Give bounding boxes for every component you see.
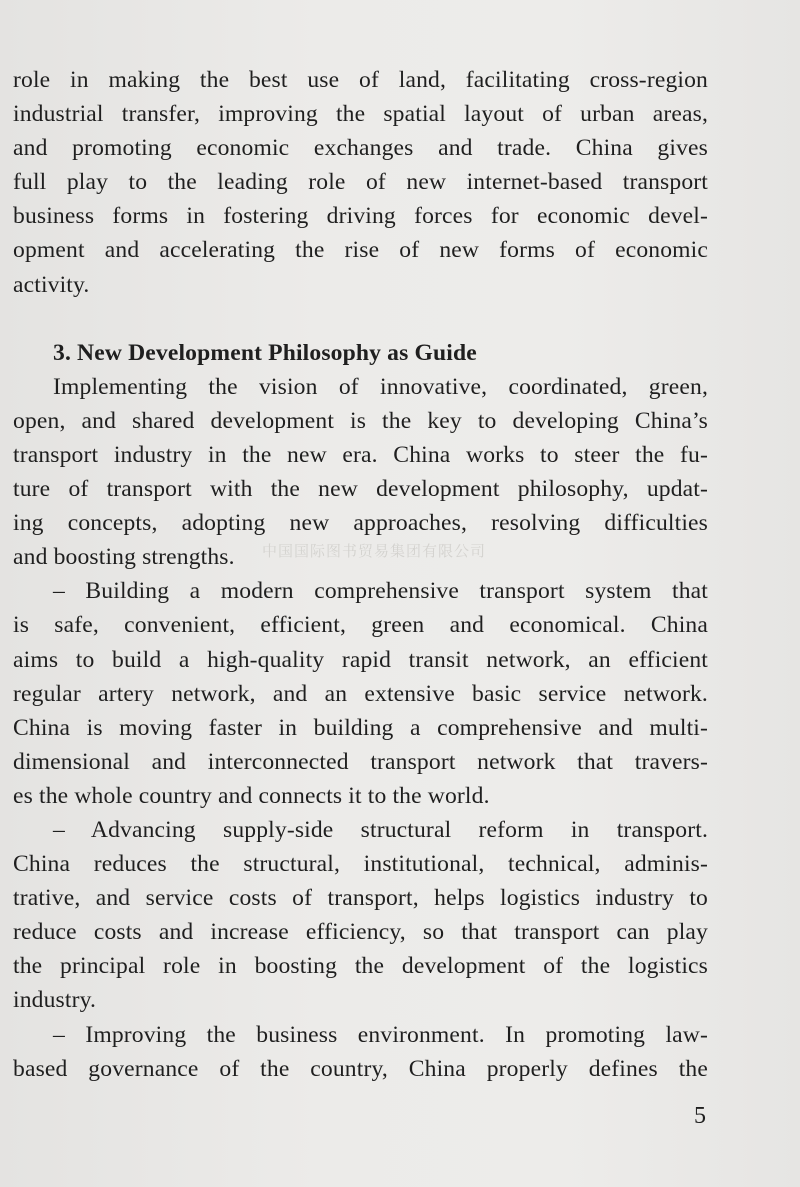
paragraph-transport-system xyxy=(13,574,708,813)
text-line: opment and accelerating the rise of new forms of economic xyxy=(13,237,708,264)
text-line: role in making the best use of land, facilitating cross-region xyxy=(13,67,708,93)
section-heading: 3. New Development Philosophy as Guide xyxy=(53,339,477,366)
text-line: regular artery network, and an extensive basic service network. xyxy=(13,680,708,707)
text-line: China reduces the structural, institutional, technical, adminis- xyxy=(13,851,708,878)
text-line: ture of transport with the new development philosophy, updat- xyxy=(13,476,708,503)
text-line: business forms in fostering driving forces for economic devel- xyxy=(13,203,708,230)
text-line: – Building a modern comprehensive transport system that xyxy=(53,578,708,605)
paragraph-continuation xyxy=(13,63,708,302)
watermark: 中国国际图书贸易集团有限公司 xyxy=(262,542,487,560)
page-body xyxy=(13,63,708,1086)
text-line: the principal role in boosting the development of the logistics xyxy=(13,953,708,980)
text-line: aims to build a high-quality rapid transit network, an efficient xyxy=(13,646,708,673)
paragraph-intro xyxy=(13,370,708,575)
text-line: China is moving faster in building a comprehensive and multi- xyxy=(13,714,708,741)
text-line: activity. xyxy=(13,271,90,298)
text-line: industry. xyxy=(13,987,97,1014)
text-line: full play to the leading role of new internet-based transport xyxy=(13,169,708,196)
text-line: dimensional and interconnected transport network that travers- xyxy=(13,748,708,775)
text-line: is safe, convenient, efficient, green and economical. China xyxy=(13,612,708,639)
text-line: and promoting economic exchanges and trade. China gives xyxy=(13,135,708,162)
text-line: – Advancing supply-side structural reform in transport. xyxy=(53,816,708,843)
page-number: 5 xyxy=(694,1103,706,1129)
text-line: es the whole country and connects it to the world. xyxy=(13,782,490,809)
text-line: based governance of the country, China properly defines the xyxy=(13,1055,708,1082)
section-gap xyxy=(13,302,708,336)
text-line: and boosting strengths. xyxy=(13,544,235,571)
text-line: transport industry in the new era. China works to steer the fu- xyxy=(13,441,708,468)
text-line: trative, and service costs of transport, helps logistics industry to xyxy=(13,885,708,912)
text-line: reduce costs and increase efficiency, so that transport can play xyxy=(13,919,708,946)
text-line: – Improving the business environment. In promoting law- xyxy=(53,1021,708,1048)
text-line: industrial transfer, improving the spatial layout of urban areas, xyxy=(13,101,708,128)
paragraph-business-environment xyxy=(13,1018,708,1086)
text-line: ing concepts, adopting new approaches, resolving difficulties xyxy=(13,510,708,537)
paragraph-supply-side xyxy=(13,813,708,1018)
text-line: open, and shared development is the key to developing China’s xyxy=(13,407,708,434)
text-line: Implementing the vision of innovative, coordinated, green, xyxy=(53,373,708,400)
